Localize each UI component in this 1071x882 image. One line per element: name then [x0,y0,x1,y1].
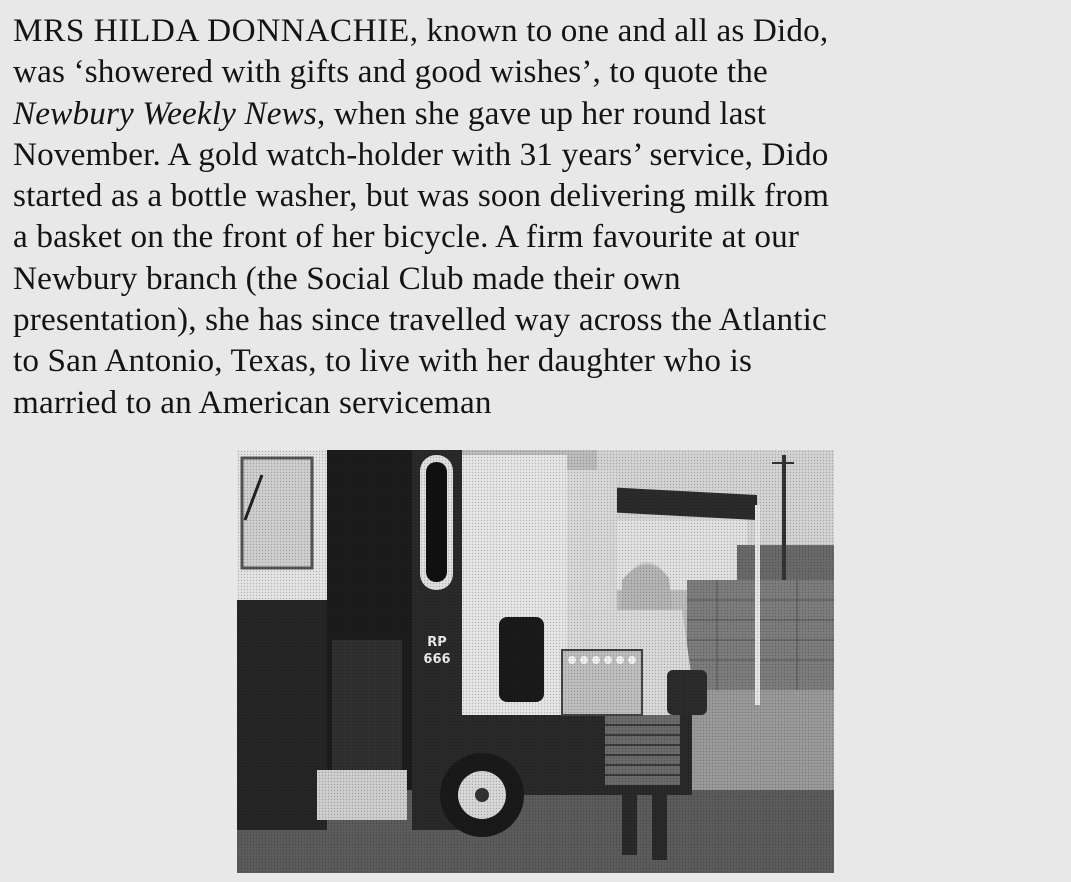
text-line-1: MRS HILDA DONNACHIE, known to one and all as Dido, [13,12,829,49]
text-line-9: to San Antonio, Texas, to live with her daughter who is [13,342,753,380]
text-line-8: presentation), she has since travelled way across the Atlantic [13,301,827,339]
text-line-10: married to an American serviceman [13,383,492,421]
newspaper-title: Newbury Weekly News [13,94,317,132]
milk-float-photo [237,450,834,873]
text-line-5: started as a bottle washer, but was soon delivering milk from [13,177,830,215]
name-lead: MRS HILDA DONNACHIE [13,12,410,49]
article-paragraph [13,10,1069,423]
text-line-4: November. A gold watch-holder with 31 years’ service, Dido [13,135,829,173]
text-line-7: Newbury branch (the Social Club made their own [13,259,681,297]
text-line-3: Newbury Weekly News, when she gave up her round last [13,94,767,132]
text-line-6: a basket on the front of her bicycle. A firm favourite at our [13,218,800,256]
text-line-2: was ‘showered with gifts and good wishes’, to quote the [13,53,768,91]
